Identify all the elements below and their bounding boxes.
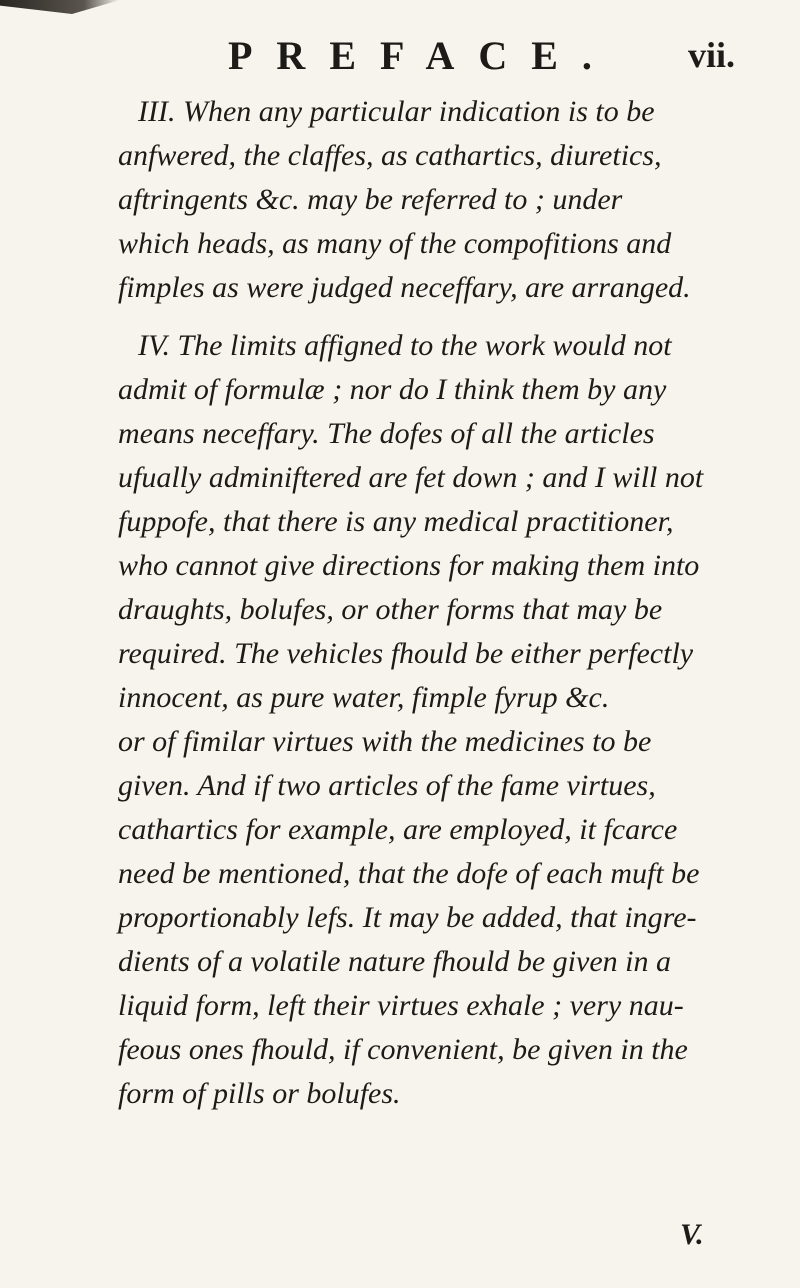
paragraph-iv — [118, 324, 718, 1116]
text-line: form of pills or bolufes. — [118, 1077, 401, 1110]
text-line: draughts, bolufes, or other forms that may be — [118, 593, 663, 626]
paragraph-iii — [118, 90, 718, 310]
text-line: cathartics for example, are employed, it fcarce — [118, 813, 678, 846]
text-line: innocent, as pure water, fimple fyrup &c. — [118, 681, 610, 714]
text-line: admit of formulæ ; nor do I think them by any — [118, 373, 667, 406]
text-line: fimples as were judged neceffary, are arranged. — [118, 271, 691, 304]
text-line: IV. The limits affigned to the work would not — [138, 329, 672, 362]
text-line: need be mentioned, that the dofe of each muft be — [118, 857, 700, 890]
text-line: required. The vehicles fhould be either perfectly — [118, 637, 694, 670]
page-number: vii. — [688, 35, 736, 75]
text-line: aftringents &c. may be referred to ; under — [118, 183, 623, 216]
text-line: given. And if two articles of the fame virtues, — [118, 769, 656, 802]
text-line: feous ones fhould, if convenient, be given in the — [118, 1033, 688, 1066]
text-line: who cannot give directions for making them into — [118, 549, 700, 582]
text-line: which heads, as many of the compofitions and — [118, 227, 672, 260]
page-header — [0, 32, 800, 76]
text-line: liquid form, left their virtues exhale ; very nau- — [118, 989, 684, 1022]
text-line: ufually adminiftered are fet down ; and I will not — [118, 461, 704, 494]
text-line: fuppofe, that there is any medical practitioner, — [118, 505, 674, 538]
text-line: proportionably lefs. It may be added, that ingre- — [118, 901, 697, 934]
text-line: III. When any particular indication is to be — [138, 95, 655, 128]
catchword: V. — [680, 1218, 704, 1251]
text-line: anfwered, the claffes, as cathartics, diuretics, — [118, 139, 662, 172]
text-line: means neceffary. The dofes of all the articles — [118, 417, 655, 450]
body-text — [118, 90, 718, 1130]
text-line: or of fimilar virtues with the medicines to be — [118, 725, 652, 758]
text-line: dients of a volatile nature fhould be given in a — [118, 945, 671, 978]
running-head: PREFACE. — [228, 33, 616, 78]
page-corner-mark — [0, 0, 120, 14]
